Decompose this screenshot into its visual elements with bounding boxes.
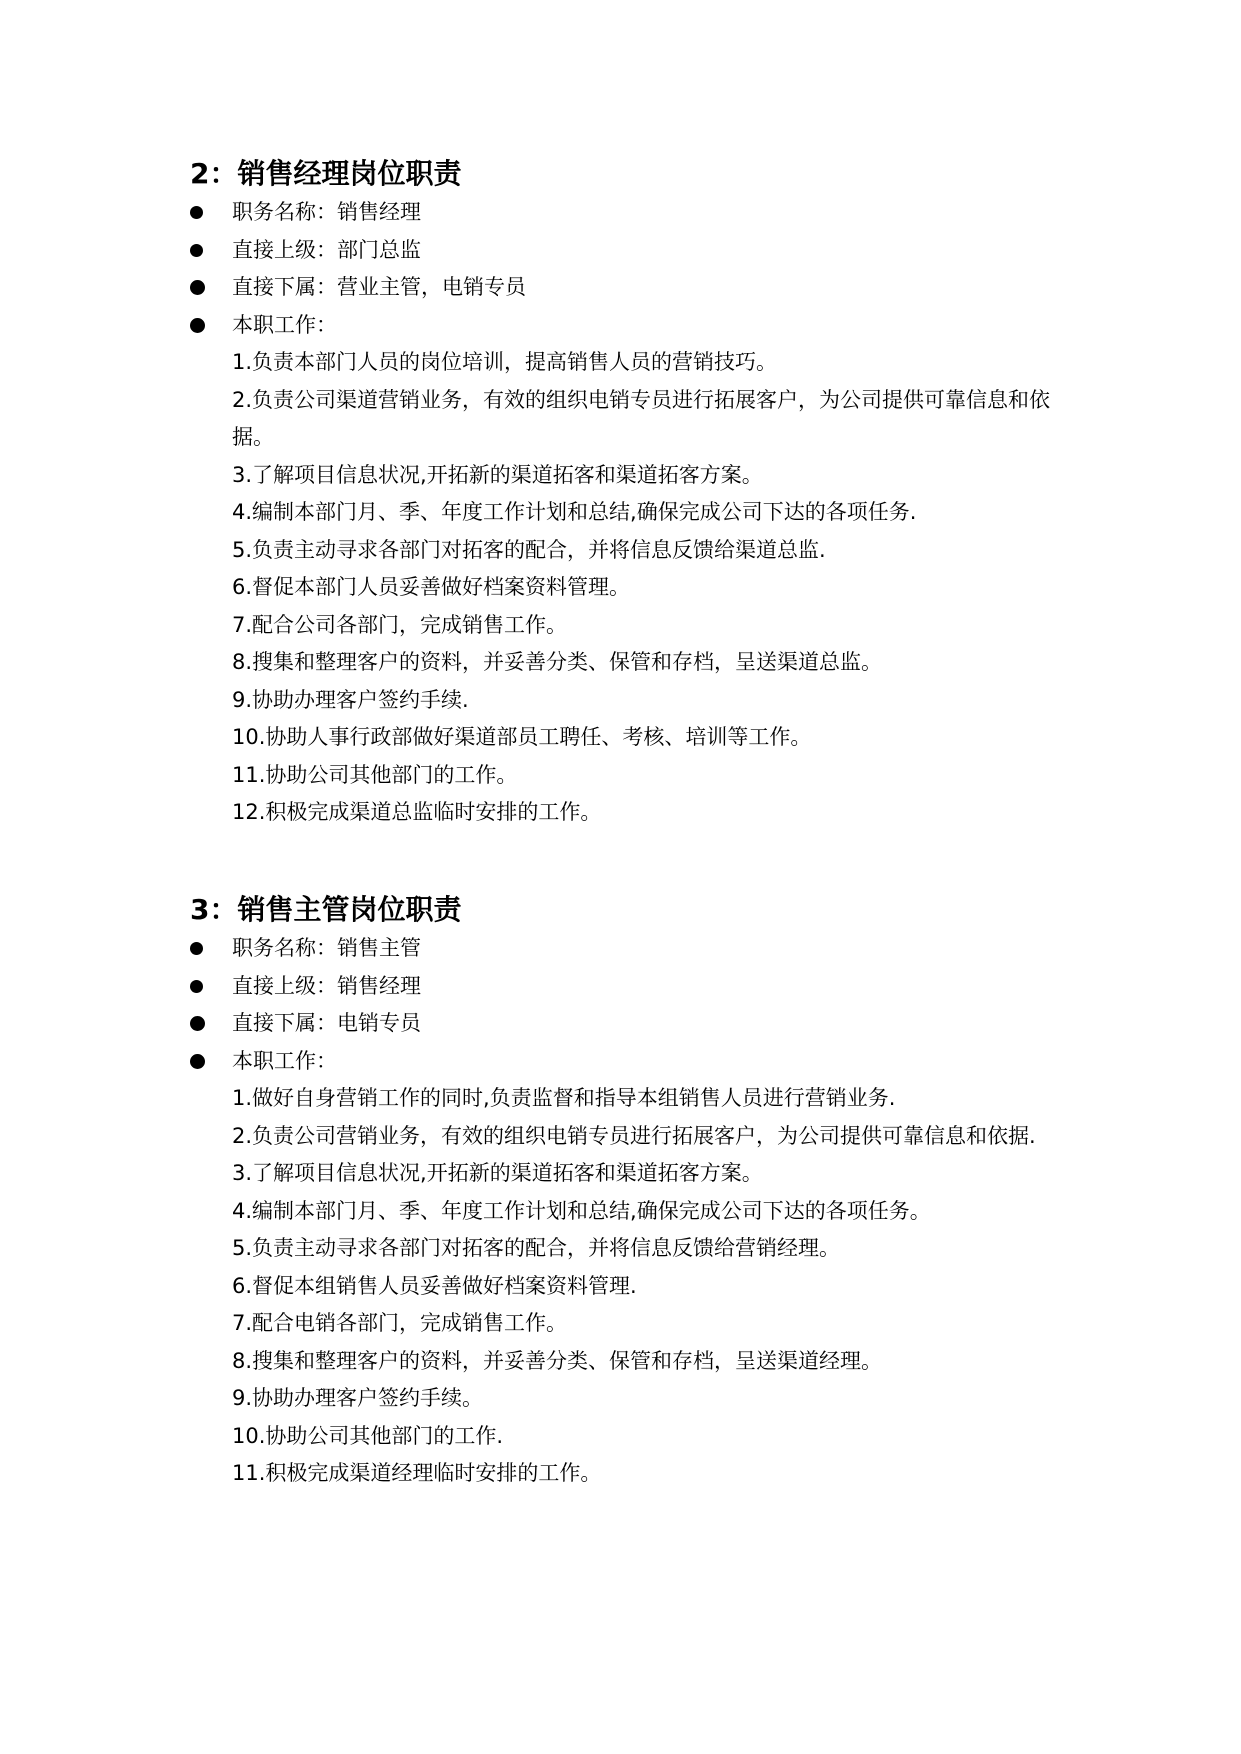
duty-item: 8.搜集和整理客户的资料，并妥善分类、保管和存档，呈送渠道经理。 — [232, 1348, 883, 1373]
bullet-dot-icon — [190, 1054, 205, 1069]
bullet-label: 直接上级：部门总监 — [232, 237, 421, 262]
duty-item: 10.协助公司其他部门的工作. — [232, 1423, 504, 1448]
bullet-label: 直接下属：营业主管，电销专员 — [232, 275, 526, 299]
bullet-label: 职务名称：销售主管 — [232, 936, 421, 960]
bullet-item — [190, 307, 1090, 345]
bullet-label: 直接上级：销售经理 — [232, 973, 421, 998]
duty-item: 5.负责主动寻求各部门对拓客的配合，并将信息反馈给渠道总监. — [232, 537, 826, 562]
bullet-label: 直接下属：电销专员 — [232, 1011, 421, 1035]
bullet-item — [190, 930, 1090, 968]
section-title: 3：销售主管岗位职责 — [190, 893, 462, 926]
bullet-item — [190, 232, 1090, 270]
bullet-label: 本职工作： — [232, 312, 337, 337]
duty-list — [232, 344, 1090, 832]
bullet-item — [190, 1005, 1090, 1043]
section-sales-supervisor — [190, 890, 1090, 1493]
duty-item: 4.编制本部门月、季、年度工作计划和总结,确保完成公司下达的各项任务. — [232, 500, 917, 524]
bullet-dot-icon — [190, 1016, 205, 1031]
bullet-dot-icon — [190, 980, 203, 993]
bullet-label: 本职工作： — [232, 1048, 337, 1073]
duty-item: 10.协助人事行政部做好渠道部员工聘任、考核、培训等工作。 — [232, 725, 812, 749]
duty-item: 3.了解项目信息状况,开拓新的渠道拓客和渠道拓客方案。 — [232, 1161, 763, 1185]
bullet-item — [190, 968, 1090, 1006]
duty-item: 3.了解项目信息状况,开拓新的渠道拓客和渠道拓客方案。 — [232, 462, 763, 487]
duty-item: 9.协助办理客户签约手续. — [232, 687, 469, 712]
duty-item: 2.负责公司营销业务，有效的组织电销专员进行拓展客户，为公司提供可靠信息和依据. — [232, 1123, 1036, 1148]
bullet-dot-icon — [190, 244, 203, 257]
section-title: 2：销售经理岗位职责 — [190, 157, 462, 190]
duty-item: 5.负责主动寻求各部门对拓客的配合，并将信息反馈给营销经理。 — [232, 1236, 841, 1260]
bullet-dot-icon — [190, 942, 203, 955]
duty-item: 12.积极完成渠道总监临时安排的工作。 — [232, 800, 602, 824]
section-sales-manager — [190, 154, 1090, 832]
duty-item: 8.搜集和整理客户的资料，并妥善分类、保管和存档，呈送渠道总监。 — [232, 650, 883, 674]
duty-item: 11.协助公司其他部门的工作。 — [232, 762, 518, 787]
duty-list — [232, 1080, 1090, 1493]
duty-item: 1.做好自身营销工作的同时,负责监督和指导本组销售人员进行营销业务. — [232, 1086, 896, 1110]
bullet-label: 职务名称：销售经理 — [232, 200, 421, 224]
duty-item: 2.负责公司渠道营销业务，有效的组织电销专员进行拓展客户，为公司提供可靠信息和依据。 — [232, 387, 1051, 449]
bullet-item — [190, 194, 1090, 232]
duty-item: 6.督促本组销售人员妥善做好档案资料管理. — [232, 1273, 637, 1298]
bullet-dot-icon — [190, 280, 205, 295]
bullet-item — [190, 1043, 1090, 1081]
bullet-item — [190, 269, 1090, 307]
duty-item: 7.配合公司各部门，完成销售工作。 — [232, 612, 568, 637]
duty-item: 4.编制本部门月、季、年度工作计划和总结,确保完成公司下达的各项任务。 — [232, 1198, 931, 1223]
duty-item: 6.督促本部门人员妥善做好档案资料管理。 — [232, 575, 631, 599]
bullet-dot-icon — [190, 206, 203, 219]
duty-item: 1.负责本部门人员的岗位培训，提高销售人员的营销技巧。 — [232, 350, 778, 374]
duty-item: 11.积极完成渠道经理临时安排的工作。 — [232, 1461, 602, 1485]
duty-item: 7.配合电销各部门，完成销售工作。 — [232, 1311, 568, 1335]
bullet-dot-icon — [190, 318, 205, 333]
duty-item: 9.协助办理客户签约手续。 — [232, 1386, 484, 1410]
